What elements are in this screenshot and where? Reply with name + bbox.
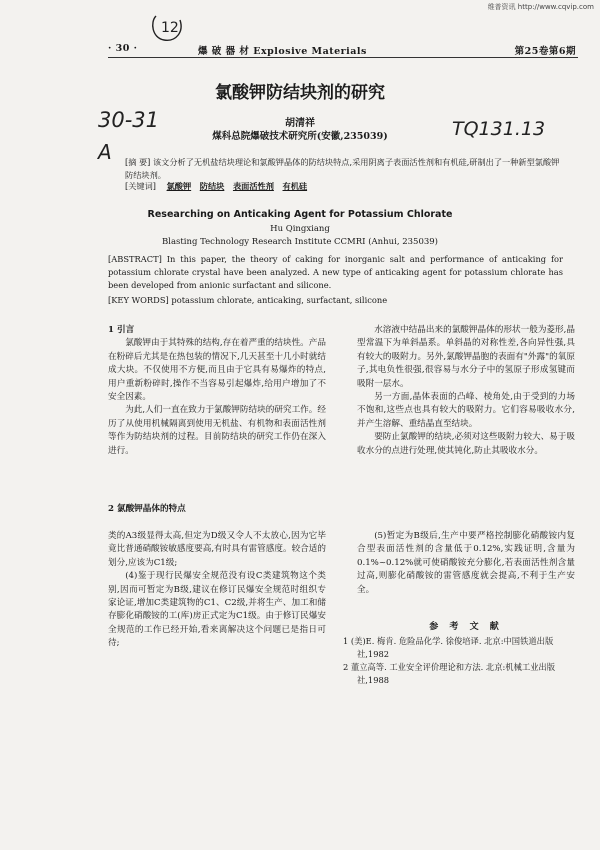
keyword: 有机硅 [282, 181, 308, 191]
keyword: 氯酸钾 [166, 181, 192, 191]
reference-item: 2 董立高等. 工业安全评价理论和方法. 北京:机械工业出版社,1988 [343, 662, 556, 685]
paragraph: 类的A3级显得太高,但定为D级又令人不太放心,因为它毕竟比普通硝酸铵敏感度要高,有时具有雷管感度。较合适的划分,应该为C1级; [108, 531, 326, 568]
body-left-upper [108, 324, 326, 458]
references-list [343, 635, 577, 687]
title-en: Researching on Anticaking Agent for Potassium Chlorate [147, 209, 453, 220]
abstract-en: [ABSTRACT] In this paper, the theory of caking for inorganic salt and performance of anticaking for potassium chlorate crystal have been analyzed. A new type of anticaking agent for potassium chlorate has been developed from anionic surfactant and silicone. [108, 254, 563, 290]
author-en: Hu Qingxiang [270, 224, 330, 234]
handwritten-class-code: TQ131.13 [452, 118, 546, 140]
paragraph: 氯酸钾由于其特殊的结构,存在着严重的结块性。产品在粉碎后尤其是在热包装的情况下,几天甚至十几小时就结成大块。不仅使用不方便,而且由于它具有易爆炸的特点,用户重新粉碎时,操作不当容易引起爆炸,给用户增加了不安全因素。 [108, 338, 326, 403]
keywords-zh [125, 181, 313, 192]
paragraph: (4)鉴于现行民爆安全规范没有设C类建筑物这个类别,因而可暂定为B级,建议在修订民爆安全规范时组织专家论证,增加C类建筑物的C1、C2级,并将生产、加工和储存膨化硝酸铵的工(库)房正式定为C1级。由于修订民爆安全规范的工作已经开始,看来离解决这个问题已是指日可待; [108, 571, 326, 649]
stamp-text: 12 [161, 20, 179, 36]
circled-stamp [148, 10, 188, 46]
paragraph: (5)暂定为B级后,生产中要严格控制膨化硝酸铵内复合型表面活性剂的含量低于0.12%,实践证明,含量为0.1%~0.12%就可使硝酸铵充分膨化,若表面活性剂含量过高,则膨化硝酸铵的雷管感度就会提高,不利于生产安全。 [357, 531, 575, 595]
body-left-lower [108, 530, 326, 651]
institution-zh: 煤科总院爆破技术研究所(安徽,235039) [212, 131, 388, 142]
source-watermark: 维普资讯 http://www.cqvip.com [487, 3, 594, 11]
body-right-upper [357, 324, 575, 458]
body-right-lower [357, 530, 575, 597]
section-heading: 1 引言 [108, 325, 135, 335]
institution-en: Blasting Technology Research Institute CCMRI (Anhui, 235039) [162, 237, 438, 247]
section-heading: 2 氯酸钾晶体的特点 [108, 504, 186, 514]
references-title: 参 考 文 献 [429, 622, 503, 632]
journal-issue: 第25卷第6期 [514, 46, 576, 57]
keyword: 表面活性剂 [232, 181, 274, 191]
keywords-label: [关键词] [125, 181, 156, 191]
journal-name: 爆 破 器 材 Explosive Materials [198, 46, 367, 57]
keyword: 防结块 [199, 181, 225, 191]
abstract-zh: [摘 要] 该文分析了无机盐结块理论和氯酸钾晶体的防结块特点,采用阴离子表面活性剂和有机硅,研制出了一种新型氯酸钾防结块剂。 [125, 157, 560, 180]
keywords-en: [KEY WORDS] potassium chlorate, anticaking, surfactant, silicone [108, 295, 388, 305]
handwritten-mark: A [98, 140, 112, 164]
author-zh: 胡清祥 [285, 118, 315, 129]
paragraph: 另一方面,晶体表面的凸峰、棱角处,由于受到的力场不饱和,这些点也具有较大的吸附力。它们容易吸收水分,并产生溶解、重结晶直至结块。 [357, 392, 575, 429]
handwritten-page-code: 30-31 [98, 108, 160, 132]
title-zh: 氯酸钾防结块剂的研究 [215, 83, 385, 103]
page-number: · 30 · [108, 43, 138, 54]
paragraph: 为此,人们一直在致力于氯酸钾防结块的研究工作。经历了从使用机械隔离到使用无机盐、有机物和表面活性剂等作为防结块剂的过程。目前防结块的研究工作仍在深入进行。 [108, 405, 326, 456]
paragraph: 要防止氯酸钾的结块,必须对这些吸附力较大、易于吸收水分的点进行处理,使其钝化,防止其吸收水分。 [357, 432, 575, 456]
paragraph: 水溶液中结晶出来的氯酸钾晶体的形状一般为菱形,晶型常温下为单斜晶系。单斜晶的对称性差,各向异性强,具有较大的吸附力。另外,氯酸钾晶胞的表面有"外露"的氧原子,其电负性很强,很容易与水分子中的氢原子形成氢键而吸附一层水。 [357, 325, 575, 389]
header-rule [108, 57, 578, 58]
reference-item: 1 (美)E. 梅肯. 危险品化学. 徐俊培译. 北京:中国铁道出版社,1982 [343, 636, 554, 659]
